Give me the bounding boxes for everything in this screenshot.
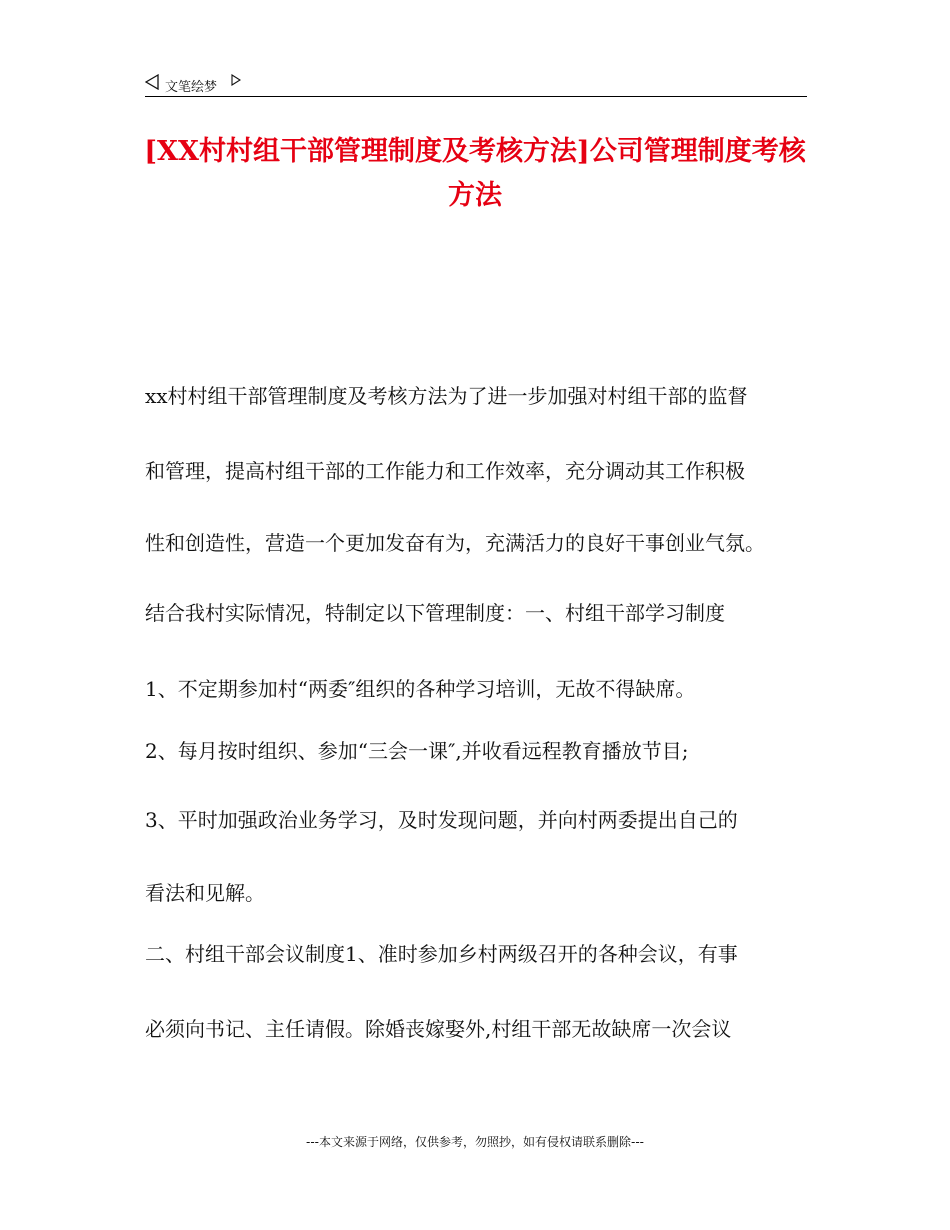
body-line: 看法和见解。	[145, 881, 265, 905]
body-line: 必须向书记、主任请假。除婚丧嫁娶外,村组干部无故缺席一次会议	[145, 1017, 732, 1041]
triangle-right-icon	[231, 74, 241, 86]
brand-label: 文笔绘梦	[165, 80, 218, 95]
body-line: 二、村组干部会议制度1、准时参加乡村两级召开的各种会议，有事	[145, 942, 738, 966]
body-line: 3、平时加强政治业务学习，及时发现问题，并向村两委提出自己的	[145, 808, 738, 832]
body-line: 和管理，提高村组干部的工作能力和工作效率，充分调动其工作积极	[145, 459, 745, 483]
document-title: [XX村村组干部管理制度及考核方法]公司管理制度考核方法	[144, 136, 806, 211]
body-line: 结合我村实际情况，特制定以下管理制度：一、村组干部学习制度	[145, 601, 725, 625]
body-line: 2、每月按时组织、参加“三会一课″,并收看远程教育播放节目;	[145, 739, 689, 763]
triangle-left-icon	[145, 74, 159, 90]
body-line: xx村村组干部管理制度及考核方法为了进一步加强对村组干部的监督	[145, 384, 748, 408]
footer-disclaimer: ---本文来源于网络，仅供参考，勿照抄，如有侵权请联系删除---	[306, 1135, 644, 1149]
body-line: 性和创造性，营造一个更加发奋有为，充满活力的良好干事创业气氛。	[145, 531, 765, 555]
page-header	[145, 72, 807, 97]
body-line: 1、不定期参加村“两委″组织的各种学习培训，无故不得缺席。	[145, 677, 696, 701]
